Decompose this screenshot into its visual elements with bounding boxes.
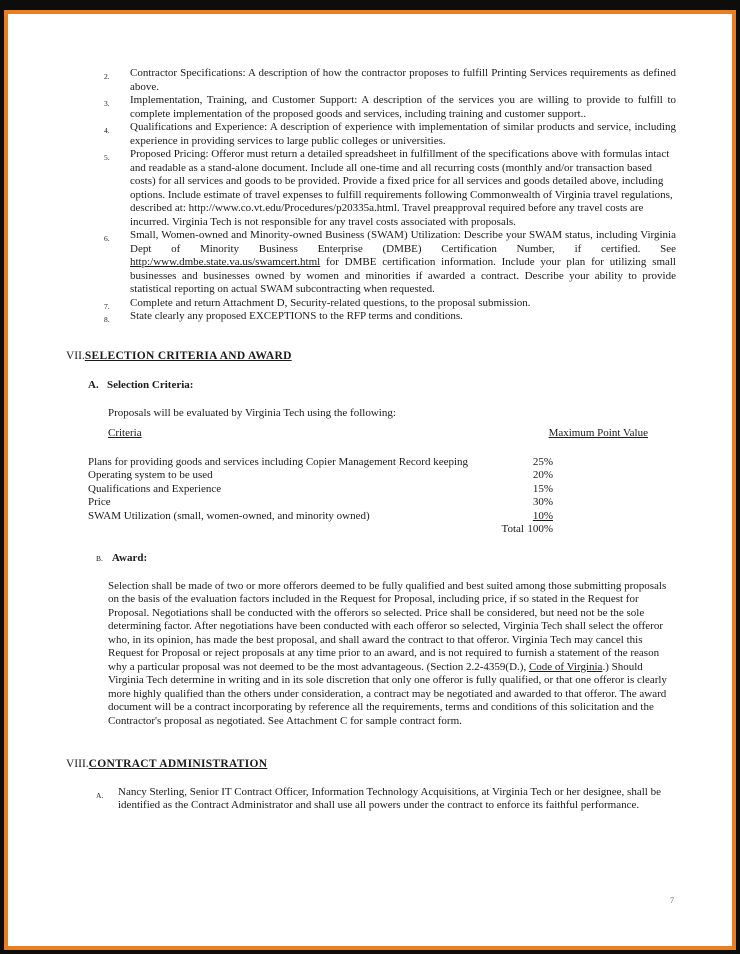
list-item-6 xyxy=(104,229,676,297)
criteria-column-header: Criteria xyxy=(108,427,142,439)
list-item-number: 4. xyxy=(104,126,110,135)
list-item-5 xyxy=(104,148,676,229)
list-item-3 xyxy=(104,94,676,121)
list-item-text: Implementation, Training, and Customer Support: A description of the services you are willing to provide to fulfill to complete implementation of the proposed goods and services, including training and customer support.. xyxy=(130,94,676,120)
criteria-cell: Operating system to be used xyxy=(88,469,213,481)
page-number: 7 xyxy=(670,896,674,905)
list-item-text: for DMBE certification information. Include your plan for utilizing small businesses and businesses owned by women and minorities if awarded a contract. Describe your ability to provide statistical reporting on actual SWAM subcontracting when requested. xyxy=(130,256,676,295)
section-title: SELECTION CRITERIA AND AWARD xyxy=(84,349,292,362)
table-row xyxy=(88,469,648,483)
evaluation-intro-text: Proposals will be evaluated by Virginia Tech using the following: xyxy=(108,406,396,419)
section-numeral: VII. xyxy=(66,349,85,362)
award-text: .) Should Virginia Tech determine in writing and in its sole discretion that only one offeror is fully qualified, or that one offeror is clearly more highly qualified than the others under consideration, a contract may be negotiated and awarded to that offeror. The award document will be a contract incorporating by reference all the requirements, terms and conditions of this solicitation and the Contractor's proposal as negotiated. See Attachment C for sample contract form. xyxy=(108,660,667,727)
list-item-text: Small, Women-owned and Minority-owned Business (SWAM) Utilization: Describe your SWAM status, including Virginia Dept of Minority Business Enterprise (DMBE) Certification Number, if certified. See xyxy=(130,229,676,255)
list-item-number: 6. xyxy=(104,234,110,243)
numbered-list xyxy=(104,67,676,324)
value-cell: 10% xyxy=(532,509,553,522)
value-cell: 30% xyxy=(532,496,553,508)
page-content xyxy=(8,14,732,813)
list-item-8 xyxy=(104,310,676,324)
section-viii-heading xyxy=(66,758,676,772)
subsection-label: A. xyxy=(88,379,99,391)
section-vii-heading xyxy=(66,350,676,364)
list-item-number: 8. xyxy=(104,315,110,324)
table-row xyxy=(88,483,648,497)
value-cell: 25% xyxy=(532,455,553,468)
criteria-cell: SWAM Utilization (small, women-owned, and minority owned) xyxy=(88,509,370,522)
value-cell: 20% xyxy=(532,469,553,481)
subsection-title: Selection Criteria: xyxy=(107,379,194,391)
list-item-number: 3. xyxy=(104,99,110,108)
total-label: Total xyxy=(501,523,524,535)
code-of-virginia-citation: Code of Virginia xyxy=(528,660,603,673)
selection-criteria-heading xyxy=(88,379,732,393)
section-title: CONTRACT ADMINISTRATION xyxy=(88,758,268,770)
criteria-cell: Qualifications and Experience xyxy=(88,482,222,495)
contract-administrator-text: Nancy Sterling, Senior IT Contract Officer, Information Technology Acquisitions, at Virginia Tech or her designee, shall be identified as the Contract Administrator and shall use all powers under the contract to enforce its faithful performance. xyxy=(118,785,661,811)
table-total-row xyxy=(88,523,648,537)
award-text: Selection shall be made of two or more offerors deemed to be fully qualified and best suited among those submitting proposals on the basis of the evaluation factors included in the Request for Proposal, including price, if so stated in the Request for Proposal. Negotiations shall be conducted with the offerors so selected. Price shall be considered, but need not be the sole determining factor. After negotiations have been conducted with each offeror so selected, Virginia Tech shall select the offeror who, in its opinion, has made the best proposal, and shall award the contract to that offeror. Virginia Tech may cancel this Request for Proposal or reject proposals at any time prior to an award, and is not required to furnish a statement of the reason why a particular proposal was not deemed to be the most advantageous. (Section 2.2-4359(D.), xyxy=(108,579,667,673)
list-item-text: Proposed Pricing: Offeror must return a detailed spreadsheet in fulfillment of the specifications above with formulas intact and readable as a stand-alone document. Include all one-time and all recurring costs (monthly and/or transaction based costs) for all services and goods to be provided. Provide a fixed price for all services and goods detailed above, including options. Include estimate of travel expenses to fulfill requirements following Commonwealth of Virginia travel regulations, described at: http://www.co.vt.edu/Procedures/p20335a.html. Travel preapproval required before any travel costs are incurred. Virginia Tech is not responsible for any travel costs associated with proposals. xyxy=(130,148,673,228)
criteria-table-header xyxy=(88,427,648,441)
table-row xyxy=(88,456,648,470)
criteria-table-body xyxy=(88,456,648,538)
criteria-cell: Plans for providing goods and services including Copier Management Record keeping xyxy=(88,455,469,468)
max-point-value-column-header: Maximum Point Value xyxy=(548,427,648,439)
list-item-2 xyxy=(104,67,676,94)
table-row xyxy=(88,496,648,510)
list-item-number: 5. xyxy=(104,153,110,162)
criteria-table xyxy=(88,427,648,537)
list-item-number: 2. xyxy=(104,72,110,81)
table-row xyxy=(88,510,648,524)
list-item-text: Contractor Specifications: A description of how the contractor proposes to fulfill Printing Services requirements as defined above. xyxy=(130,67,676,93)
list-item-text: State clearly any proposed EXCEPTIONS to the RFP terms and conditions. xyxy=(130,310,463,322)
contract-administrator-paragraph xyxy=(96,785,670,813)
section-numeral: VIII. xyxy=(66,758,89,770)
award-paragraph xyxy=(108,580,676,729)
criteria-cell: Price xyxy=(88,496,111,508)
subsection-label: B. xyxy=(96,554,103,563)
subsection-label: A. xyxy=(96,790,104,800)
list-item-number: 7. xyxy=(104,301,110,311)
list-item-7 xyxy=(104,296,676,311)
document-page xyxy=(4,10,736,950)
list-item-text: Qualifications and Experience: A description of experience with implementation of similar products and service, including experience in providing services to large public colleges or universities. xyxy=(130,121,676,147)
value-cell: 15% xyxy=(532,482,553,495)
list-item-text: Complete and return Attachment D, Security-related questions, to the proposal submission. xyxy=(130,296,531,309)
subsection-title: Award: xyxy=(111,552,148,564)
total-value: 100% xyxy=(527,523,553,535)
list-item-4 xyxy=(104,121,676,148)
award-heading xyxy=(96,552,732,566)
swamcert-url-link[interactable]: http:/www.dmbe.state.va.us/swamcert.html xyxy=(130,256,321,268)
